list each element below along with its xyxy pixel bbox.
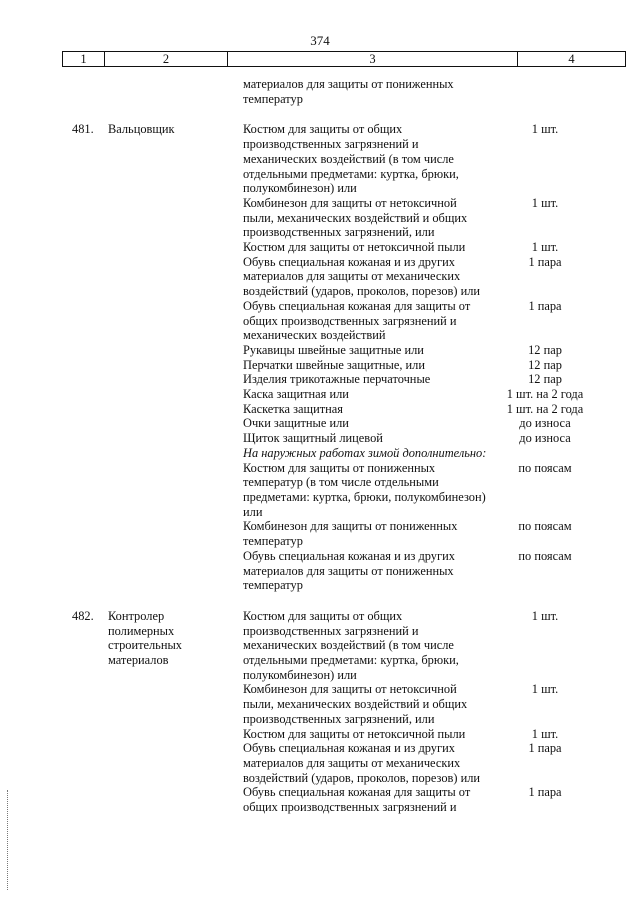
section-note [243, 446, 640, 461]
item-quantity: 1 шт. [531, 726, 559, 741]
item-name: Щиток защитный лицевой [243, 431, 383, 446]
item-name: Обувь специальная кожаная и из других материалов для защиты от механических воздействий (ударов, проколов, порезов) или [243, 254, 481, 299]
row-number: 482. [72, 608, 94, 623]
item-quantity: 12 пар [528, 357, 562, 372]
item-quantity: 1 шт. на 2 года [506, 387, 584, 402]
item-quantity: по поясам [518, 519, 572, 534]
item-name: Комбинезон для защиты от нетоксичной пыли, механических воздействий и общих производственных загрязнений, или [243, 195, 468, 240]
list-item [243, 727, 640, 742]
item-name: Обувь специальная кожаная для защиты от общих производственных загрязнений и [243, 785, 471, 815]
item-quantity: 1 шт. [531, 195, 559, 210]
row-number: 481. [72, 122, 94, 137]
item-name: Костюм для защиты от нетоксичной пыли [243, 240, 466, 255]
item-name: Каска защитная или [243, 387, 349, 402]
list-item [243, 372, 640, 387]
item-name: Перчатки швейные защитные, или [243, 357, 425, 372]
item-list [243, 122, 640, 593]
list-item [243, 609, 640, 683]
item-quantity: 1 шт. на 2 года [506, 401, 584, 416]
list-item [243, 387, 640, 402]
list-item [243, 196, 640, 240]
header-col-3: 3 [227, 52, 517, 66]
item-quantity: 1 шт. [531, 240, 559, 255]
item-name: Рукавицы швейные защитные или [243, 342, 424, 357]
item-name: Обувь специальная кожаная и из других материалов для защиты от пониженных температур [243, 548, 455, 593]
list-item [243, 519, 640, 548]
table-header [62, 51, 626, 67]
list-item [243, 461, 640, 520]
item-name: Костюм для защиты от общих производственных загрязнений и механических воздействий (в том числе отдельными предметами: куртка, брюки, полукомбинезон) или [243, 608, 459, 682]
item-list [243, 77, 640, 106]
item-quantity: до износа [519, 431, 571, 446]
list-item [243, 358, 640, 373]
item-quantity [495, 77, 595, 106]
table-body [0, 77, 640, 831]
item-list [243, 609, 640, 815]
list-item [243, 77, 640, 106]
item-name: Каскетка защитная [243, 401, 343, 416]
list-item [243, 343, 640, 358]
item-name: Костюм для защиты от пониженных температур (в том числе отдельными предметами: куртка, брюки, полукомбинезон) или [243, 460, 486, 519]
list-item [243, 255, 640, 299]
item-name: материалов для защиты от пониженных температур [243, 77, 454, 106]
scan-margin-marks [7, 790, 10, 890]
list-item [243, 549, 640, 593]
list-item [243, 431, 640, 446]
list-item [243, 402, 640, 417]
list-item [243, 416, 640, 431]
page-number: 374 [310, 33, 330, 48]
item-quantity: 1 пара [528, 254, 562, 269]
item-quantity [495, 446, 595, 461]
item-quantity: 1 пара [528, 785, 562, 800]
item-name: Обувь специальная кожаная и из других материалов для защиты от механических воздействий (ударов, проколов, порезов) или [243, 741, 481, 785]
table-row [0, 609, 640, 815]
item-name: На наружных работах зимой дополнительно: [243, 445, 487, 460]
header-col-1: 1 [80, 52, 87, 66]
table-row [0, 77, 640, 106]
item-quantity: до износа [519, 416, 571, 431]
item-name: Очки защитные или [243, 416, 349, 431]
item-quantity: 1 шт. [531, 608, 559, 623]
header-col-4: 4 [517, 52, 625, 66]
item-quantity: 1 пара [528, 741, 562, 756]
item-quantity: 12 пар [528, 342, 562, 357]
list-item [243, 240, 640, 255]
item-quantity: по поясам [518, 548, 572, 563]
list-item [243, 122, 640, 196]
item-quantity: 1 пара [528, 298, 562, 313]
item-quantity: 1 шт. [531, 682, 559, 697]
item-name: Костюм для защиты от общих производственных загрязнений и механических воздействий (в том числе отдельными предметами: куртка, брюки, полукомбинезон) или [243, 122, 459, 196]
item-quantity: 1 шт. [531, 122, 559, 137]
item-quantity: 12 пар [528, 372, 562, 387]
list-item [243, 741, 640, 785]
occupation-name: Вальцовщик [108, 122, 175, 137]
item-quantity: по поясам [518, 460, 572, 475]
list-item [243, 785, 640, 814]
item-name: Комбинезон для защиты от пониженных температур [243, 519, 458, 549]
table-row [0, 122, 640, 593]
item-name: Обувь специальная кожаная для защиты от общих производственных загрязнений и механических воздействий [243, 298, 471, 343]
occupation-name: Контролер полимерных строительных материалов [108, 608, 182, 668]
item-name: Изделия трикотажные перчаточные [243, 372, 431, 387]
item-name: Костюм для защиты от нетоксичной пыли [243, 726, 466, 741]
item-name: Комбинезон для защиты от нетоксичной пыли, механических воздействий и общих производственных загрязнений, или [243, 682, 468, 726]
header-col-2: 2 [104, 52, 227, 66]
list-item [243, 299, 640, 343]
list-item [243, 682, 640, 726]
